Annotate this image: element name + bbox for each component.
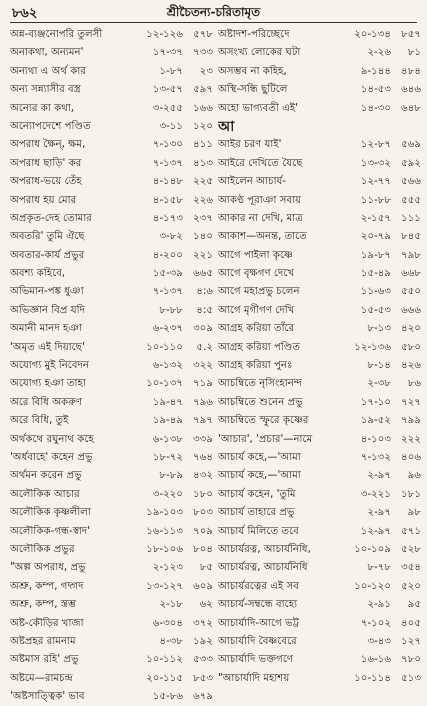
entry-reference: ৮-৮৮ [159,304,183,316]
entry-reference: ১৯-৪৭ [152,396,183,408]
entry-reference: ১৫-৮৬ [152,691,183,703]
index-entry [10,283,213,301]
entry-reference: ৬-২৩৭ [152,323,183,335]
entry-page: ৯৬ [407,470,421,482]
entry-text: অবতরি' তুমি ঐছে [10,231,85,243]
entry-reference: ৩-৮২ [159,231,183,243]
entry-reference: ৭-১০২ [360,617,391,629]
entry-reference: ১০-১১৪ [354,672,391,684]
index-entry [218,155,421,173]
entry-text: আচার্য কহে,—'আমা [218,470,301,482]
entry-text: অলৌকিক আচার [10,488,80,500]
entry-text: অভিমান-পঙ্ক ধুঞা [10,286,84,298]
index-entry [10,375,213,393]
index-entry [10,467,213,485]
index-entry [218,210,421,228]
entry-text: অবশ্য কহিবে, [10,268,66,280]
index-entry [10,44,213,62]
entry-reference: ১১-৮৮ [360,194,391,206]
index-entry [10,228,213,246]
entry-reference: ২-১৮ [159,599,183,611]
index-entry [218,596,421,614]
entry-text: আচার্য কহেন, 'তুমি [218,488,296,500]
index-entry [10,155,213,173]
entry-reference: ৩-২৫৫ [152,102,183,114]
entry-text: আচার্যাদি বৈষ্ণবেরে [218,635,297,647]
entry-text: আইলেন আচার্য- [218,176,287,188]
entry-page: ৮০৪ [193,543,213,555]
entry-page: ৫২৮ [401,543,421,555]
index-entry [218,504,421,522]
entry-page: ৬০৯ [193,580,213,592]
index-entry [218,339,421,357]
entry-text: অলৌকিক-গন্ধ-স্বাদ' [10,525,90,537]
entry-reference: ১৮-১০৬ [146,543,183,555]
entry-reference: ১২-৭৭ [360,176,391,188]
entry-page: ৮৪৫ [401,231,421,243]
entry-reference: ১২-৯৭ [360,525,391,537]
entry-page: ৫৭১ [401,525,421,537]
entry-page: ৬৬৮ [401,268,421,280]
index-entry [218,136,421,154]
entry-page: ৫৫০ [401,286,421,298]
index-entry [218,467,421,485]
entry-text: অভিজ্ঞান বিপ্র যদি [10,304,85,316]
entry-page: ৮৫৩ [193,672,213,684]
entry-text: আগ্রহ করিয়া পুনঃ [218,360,293,372]
entry-page: ৮৫ [199,562,213,574]
entry-reference: ১২-১৩৬ [354,341,391,353]
entry-text: অলৌকিক কৃষ্ণলীলা [10,507,91,519]
entry-text: অনাকথা, অন্যমন' [10,47,84,59]
entry-reference: ২০-৭৯ [360,231,391,243]
index-entry [218,247,421,265]
entry-page: ৩৫৪ [401,562,421,574]
index-entry [218,63,421,81]
entry-text: আচার্য তাহারে প্রভু [218,507,295,519]
entry-page: ৬৪৮ [401,102,421,114]
entry-page: ১২০ [193,120,213,132]
entry-text: আচার্যরত্ন, আচার্যনিধি [218,562,308,574]
index-entry [218,81,421,99]
index-entry [10,136,213,154]
entry-reference: ১৬-১১৩ [146,525,183,537]
entry-text: আচার্যরত্নের এই সব [218,580,299,592]
index-entry [218,578,421,596]
entry-page: ৭৯৯ [401,415,421,427]
entry-page: ৮৫৭ [401,29,421,40]
entry-page: ৯৮ [407,507,421,519]
index-entry [218,394,421,412]
entry-reference: ৬-১৩২ [152,360,183,372]
index-entry [10,449,213,467]
entry-text: অহো ভাগ্যবতী এই' [218,102,298,114]
entry-page: ১২৭ [401,635,421,647]
entry-page: ৫১৩ [401,672,421,684]
entry-text: অস্থি-সন্ধি ছুটিলে [218,84,288,96]
entry-text: অষ্টাদশ-পরিচ্ছেদে [218,29,290,40]
entry-reference: ২-৩৮ [367,378,391,390]
entry-page: ১১১ [401,212,421,224]
index-entry [10,431,213,449]
entry-reference: ১৪-৩০ [360,102,391,114]
entry-page: ৫৭৮ [193,29,213,40]
index-entry [218,523,421,541]
entry-text: অপরাধ হয় মোর [10,194,77,206]
entry-text: 'আচার', 'প্রচার'—নামে [218,433,313,445]
entry-page: ৬৭৯ [193,691,213,703]
entry-reference: ১৩-১২৭ [146,580,183,592]
entry-text: আকার না দেখি, মাত্র [218,212,303,224]
index-entry [10,357,213,375]
entry-reference: ৮-৮৯ [159,470,183,482]
entry-page: ৩৩৯ [193,433,213,445]
entry-reference: ১৩-৩২ [360,157,391,169]
entry-reference: ২-১২৩ [152,562,183,574]
entry-text: আকণ্ঠ পূরাঞা সবায় [218,194,302,206]
index-entry [10,265,213,283]
section-heading [218,118,421,136]
entry-reference: ৮-৭৮ [367,562,391,574]
entry-reference: ১২-১২৬ [146,29,183,40]
index-entry [10,578,213,596]
index-entry [218,192,421,210]
index-entry [10,670,213,688]
index-entry [10,394,213,412]
entry-reference: ২-৯৭ [367,470,391,482]
entry-page: ৫৯২ [401,157,421,169]
entry-text: অন্য সন্ন্যাসীর বস্ত্র [10,84,81,96]
index-entry [10,320,213,338]
index-entry [218,559,421,577]
index-entry [10,339,213,357]
index-entry [10,302,213,320]
entry-page: ৫৫৫ [401,194,421,206]
index-entry [218,283,421,301]
entry-page: ৪১১ [193,139,213,151]
entry-text: অন্যথা এ অর্থ কার [10,65,86,77]
index-entry [10,118,213,136]
index-entry [10,192,213,210]
entry-reference: ৪-৩৮ [159,635,183,647]
entry-page: ৫৬৬ [401,176,421,188]
entry-text: আগ্রহ করিয়া পণ্ডিত [218,341,301,353]
entry-text: "আচার্যাদি মহাশয় [218,672,290,684]
entry-reference: ১৯-৮৭ [360,249,391,261]
entry-reference: ৩-২২১ [360,488,391,500]
entry-reference: ৩-২২০ [152,488,183,500]
entry-text: অষ্টমাস রহি' প্রভু [10,654,79,666]
entry-page: ৭৯৮ [401,249,421,261]
entry-page: ৭৮০ [401,654,421,666]
entry-reference: ৩-১১ [159,120,183,132]
entry-text: "অল্প অপরাধ, প্রভু [10,562,86,574]
entry-reference: ২-২৬ [367,47,391,59]
entry-page: ৭৩৩ [193,47,213,59]
entry-text: অন্ন-ব্যঞ্জনোপরি তুলসী [10,29,103,40]
index-entry [218,412,421,430]
entry-reference: ১০-১০৯ [354,543,391,555]
index-entry [218,228,421,246]
index-entry [218,615,421,633]
entry-reference: ১৮-৭২ [152,451,183,463]
entry-text: আচার্য মিলিতে তবে [218,525,299,537]
entry-text: অসম্ভব না কহিহ, [218,65,287,77]
entry-page: ৭১৯ [193,378,213,390]
entry-page: ৭৯৭ [193,415,213,427]
entry-reference: ২-৯১ [367,599,391,611]
entry-reference: ১১-৬৩ [360,286,391,298]
entry-text: আইরে দেখিতে যৈছে [218,157,303,169]
entry-text: আগ্রহ করিয়া তাঁরে [218,323,295,335]
entry-reference: ১৭-১০ [360,396,391,408]
entry-page: ২২১ [193,249,213,261]
entry-text: আচম্বিতে স্ফুরে কৃষ্ণের [218,415,309,427]
entry-page: ৫৮০ [401,341,421,353]
entry-reference: ৪-২০০ [152,249,183,261]
index-entry [218,357,421,375]
index-entry [10,541,213,559]
entry-text: অপরাধ-ভয়ে তেঁহ [10,176,82,188]
index-entry [218,670,421,688]
entry-text: অবতার-কার্য প্রভুর [10,249,85,261]
index-entry [218,320,421,338]
entry-reference: ১৯-৫২ [360,415,391,427]
entry-text: অষ্টমে—রামচন্দ্র [10,672,73,684]
entry-page: ১৯২ [193,635,213,647]
entry-page: ৬৬৬ [401,304,421,316]
entry-reference: ১০-১১২ [146,654,183,666]
page-header [0,0,427,24]
entry-page: ১৬৬ [193,102,213,114]
index-entry [218,375,421,393]
page-title: শ্রীচৈতন্য-চরিতামৃত [166,5,261,19]
entry-text: অষ্টপ্রহর রামনাম [10,635,76,647]
entry-page: ১৮০ [193,488,213,500]
entry-text: 'অমৃত এই দিয়াছে' [10,341,85,353]
index-entry [10,210,213,228]
entry-page: ৪২৬ [401,360,421,372]
index-entry [218,449,421,467]
entry-reference: ১৫-৩৯ [152,268,183,280]
index-entry [10,81,213,99]
entry-page: ৪:৫ [196,304,213,316]
entry-text: আগে বৃক্ষগণ দেখে [218,268,295,280]
entry-page: ৪১৩ [193,157,213,169]
index-entry [218,265,421,283]
entry-text: অসংখ্য লোকের ঘটা [218,47,301,59]
entry-text: আকাশ—অনন্ত, তাতে [218,231,307,243]
entry-text: অন্যোপদেশে পণ্ডিত [10,120,91,132]
entry-reference: ১০-১১০ [146,341,183,353]
entry-page: ৩০৯ [193,323,213,335]
index-entry [10,412,213,430]
index-entry [10,63,213,81]
entry-text: অযোগ্য হঞা তাহা [10,378,86,390]
index-entry [218,431,421,449]
entry-page: ৫৯৭ [193,84,213,96]
entry-text: আগে মহাপ্রভু চলেন [218,286,300,298]
entry-text: আচার্য কহে,—'আমা [218,451,301,463]
entry-text: অষ্ট-কৌড়ির খাজা [10,617,84,629]
entry-page: ৮০৩ [193,507,213,519]
entry-reference: ১০-১৩৭ [146,378,183,390]
entry-text: অশ্রু, কম্প, স্তম্ভ [10,599,77,611]
entry-page: ২৩ [199,65,213,77]
index-entry [10,615,213,633]
entry-text: 'অর্ধবাহে' কহেন প্রভু [10,451,93,463]
index-entry [218,26,421,44]
entry-page: ৫২০ [401,580,421,592]
entry-reference: ১৯-৪৯ [152,415,183,427]
index-entry [218,100,421,118]
entry-reference: ১৯-১০৩ [146,507,183,519]
entry-text: অর্থকথে রঘুনাথ কহে [10,433,94,445]
entry-reference: ৮-১৪ [367,360,391,372]
entry-text: অপ্রকৃত-দেহ তোমার [10,212,92,224]
page-number: ৮৬২ [12,6,38,21]
index-column-left [10,26,213,706]
entry-text: অমানী মানদ হঞা [10,323,83,335]
entry-page: ৭২৭ [401,396,421,408]
entry-page: ৭৬৪ [193,451,213,463]
entry-page: ১৪০ [193,231,213,243]
entry-page: ২২৬ [193,194,213,206]
entry-text: অশ্রু, কম্প, গদ্গদ [10,580,84,592]
header-divider [10,22,417,23]
entry-page: ৪৩২ [193,470,213,482]
entry-page: ৯৫ [407,599,421,611]
index-entry [10,247,213,265]
entry-reference: ১৬-১৬ [360,654,391,666]
entry-reference: ৩-৪৩ [367,635,391,647]
entry-reference: ৬-১৩৮ [152,433,183,445]
entry-text: আইর চরণ যাই' [218,139,282,151]
index-entry [218,633,421,651]
entry-page: ৩২২ [193,360,213,372]
entry-reference: ১৫-৪৯ [360,268,391,280]
entry-page: ৫.২ [196,341,213,353]
entry-reference: ১৩-৫৭ [152,84,183,96]
entry-page: ২৩৭ [193,212,213,224]
entry-page: ২২২ [401,433,421,445]
entry-page: ৪২০ [401,323,421,335]
entry-page: ৩৭২ [193,617,213,629]
entry-text: অরে বিধি অকরুণ [10,396,83,408]
index-entry [10,523,213,541]
index-entry [218,302,421,320]
index-entry [10,504,213,522]
entry-reference: ৪-১৫৮ [152,194,183,206]
entry-reference: ২০-১৩৪ [354,29,391,40]
entry-text: আগে মৃগীগণ দেখি [218,304,295,316]
entry-reference: ৪-১৪৮ [152,176,183,188]
entry-page: ৪০৬ [401,451,421,463]
entry-reference: ৮-১৩ [367,323,391,335]
entry-page: ৮৬ [407,378,421,390]
entry-page: ৮১ [407,47,421,59]
entry-reference: ১-৮৭ [159,65,183,77]
entry-page: ৭৯৬ [193,396,213,408]
entry-reference: ২-১৫৭ [360,212,391,224]
entry-reference: ৬-৩০৪ [152,617,183,629]
entry-page: ৭০৯ [193,525,213,537]
entry-page: ১৮১ [401,488,421,500]
index-entry [10,596,213,614]
entry-text: আচম্বিতে নৃসিংহানন্দ [218,378,302,390]
entry-text: অরে বিধি, তুই [10,415,69,427]
index-entry [218,541,421,559]
index-entry [218,651,421,669]
entry-reference: ৯-১৪৪ [360,65,391,77]
entry-reference: ১৫-৫৩ [360,304,391,316]
section-letter: আ [218,118,235,135]
entry-text: অর্থমন করেন প্রভু [10,470,82,482]
index-entry [10,173,213,191]
entry-text: 'অষ্টসাত্ত্বিক' ভাব [10,691,85,703]
entry-text: অন্যের কা কথা, [10,102,75,114]
entry-page: ৪৮৪ [401,65,421,77]
entry-reference: ১৭-৩৭ [152,47,183,59]
entry-page: ৬৪৬ [401,84,421,96]
index-entry [10,559,213,577]
index-entry [10,100,213,118]
entry-reference: ২-৯৭ [367,507,391,519]
entry-reference: ১০-১২০ [354,580,391,592]
entry-page: ৪:৬ [196,286,213,298]
entry-text: অলৌকিক প্রভুর [10,543,75,555]
entry-page: ২২৫ [193,176,213,188]
entry-reference: ৭-১৩৭ [152,157,183,169]
entry-text: আচম্বিতে শুনেন প্রভু [218,396,303,408]
entry-page: ৫৩৩ [193,654,213,666]
index-entry [218,173,421,191]
entry-reference: ১২-৮৭ [360,139,391,151]
index-entry [10,486,213,504]
entry-page: ৫৬৯ [401,139,421,151]
index-entry [218,486,421,504]
entry-text: আচার্যাদি ভক্তগণে [218,654,294,666]
entry-text: অপরাধ ক্ষৈন্, ক্ষম, [10,139,86,151]
entry-reference: ৪-১০৩ [360,433,391,445]
entry-page: ৬২ [199,599,213,611]
entry-reference: ৭-১৩০ [152,139,183,151]
entry-reference: ৭-১৩২ [360,451,391,463]
entry-reference: ৭-১৩৭ [152,286,183,298]
entry-text: আচার্য-সম্বন্ধে বাহ্যে [218,599,298,611]
entry-page: ৪০৫ [401,617,421,629]
entry-text: আচার্যরত্ন, আচার্যনিধি, [218,543,311,555]
entry-reference: ৪-১৭৩ [152,212,183,224]
entry-reference: ২০-১১৫ [146,672,183,684]
index-entry [10,633,213,651]
entry-page: ৬৬৫ [193,268,213,280]
entry-text: অপরাধ ছাড়ি' কর [10,157,82,169]
index-entry [218,44,421,62]
index-column-right [218,26,421,688]
entry-text: আচার্যাদি-আগে ভট্ট [218,617,300,629]
entry-reference: ১৪-৫৩ [360,84,391,96]
entry-text: আগে পাইলা কৃষ্ণে [218,249,293,261]
entry-text: অযোগ্য মুই নিবেদন [10,360,89,372]
index-entry [10,26,213,44]
index-entry [10,651,213,669]
